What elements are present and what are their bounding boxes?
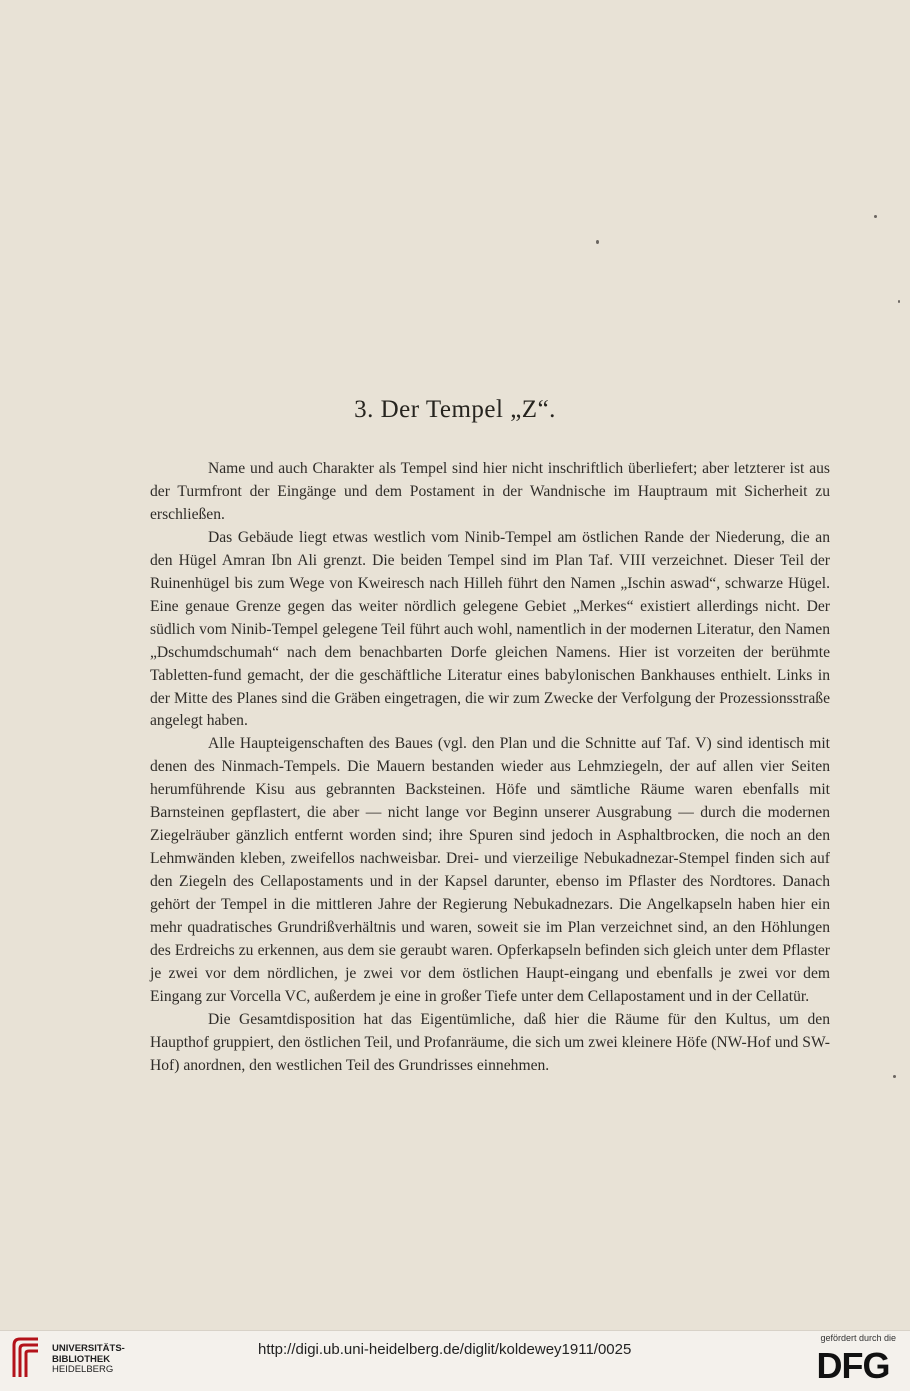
library-name-line: UNIVERSITÄTS- [52, 1343, 125, 1354]
paragraph: Das Gebäude liegt etwas westlich vom Ninib-Tempel am östlichen Rande der Niederung, die an den Hügel Amran Ibn Ali grenzt. Die beiden Tempel sind im Plan Taf. VIII verzeichnet. Dieser Teil der Ruinenhügel bis zum Wege von Kweiresch nach Hilleh führt den Namen „Ischin aswad“, schwarze Hügel. Eine genaue Grenze gegen das weiter nördlich gelegene Gebiet „Merkes“ existiert allerdings nicht. Der südlich vom Ninib-Tempel gelegene Teil führt auch wohl, namentlich in der modernen Literatur, den Namen „Dschumdschumah“ nach dem benachbarten Dorfe gleichen Namens. Hier ist vorzeiten der berühmte Tabletten-fund gemacht, der die geschäftliche Literatur eines babylonischen Bankhauses enthielt. Links in der Mitte des Planes sind die Gräben eingetragen, die wir zum Zwecke der Verfolgung der Prozessionsstraße angelegt haben. [150, 528, 830, 730]
paragraph: Die Gesamtdisposition hat das Eigentümliche, daß hier die Räume für den Kultus, um den Haupthof gruppiert, den östlichen Teil, und Profanräume, die sich um zwei kleinere Höfe (NW-Hof und SW-Hof) anordnen, den westlichen Teil des Grundrisses einnehmen. [150, 1010, 830, 1074]
scan-speck [898, 300, 900, 303]
scan-speck [893, 1075, 896, 1078]
library-name-line: HEIDELBERG [52, 1364, 114, 1375]
library-name-line: BIBLIOTHEK [52, 1353, 111, 1365]
permalink-url[interactable]: http://digi.ub.uni-heidelberg.de/diglit/koldewey1911/0025 [258, 1341, 632, 1358]
section-heading: 3. Der Tempel „Z“. [354, 396, 556, 423]
funded-by-label: gefördert durch die [820, 1333, 896, 1343]
library-name[interactable] [52, 1344, 125, 1376]
body-text [150, 458, 830, 1078]
paragraph: Alle Haupteigenschaften des Baues (vgl. den Plan und die Schnitte auf Taf. V) sind identisch mit denen des Ninmach-Tempels. Die Mauern bestanden wieder aus Lehmziegeln, der auf allen vier Seiten herumführende Kisu aus gebrannten Backsteinen. Höfe und sämtliche Räume waren ebenfalls mit Barnsteinen gepflastert, die aber — nicht lange vor Beginn unserer Ausgrabung — durch die modernen Ziegelräuber gänzlich entfernt worden sind; ihre Spuren sind jedoch in Asphaltbrocken, die noch an den Lehmwänden kleben, zweifellos nachweisbar. Drei- und vierzeilige Nebukadnezar-Stempel finden sich auf den Ziegeln des Cellapostaments und in der Kapsel darunter, ebenso im Pflaster des Nordtores. Danach gehört der Tempel in die mittleren Jahre der Regierung Nebukadnezars. Die Angelkapseln haben hier ein mehr quadratisches Grundrißverhältnis und waren, soweit sie im Plan verzeichnet sind, an den Höhlungen des Erdreichs zu erkennen, aus dem sie geraubt waren. Opferkapseln befinden sich gleich unter dem Pflaster je zwei vor dem nördlichen, je zwei vor dem östlichen Haupt-eingang und ebenfalls je zwei vor dem Eingang zur Vorcella VC, außerdem je eine in großer Tiefe unter dem Cellapostament und in der Cellatür. [150, 735, 830, 1005]
library-logo-icon[interactable] [10, 1335, 44, 1381]
scan-speck [596, 240, 599, 244]
paragraph: Name und auch Charakter als Tempel sind hier nicht inschriftlich überliefert; aber letzterer ist aus der Turmfront der Eingänge und dem Postament in der Wandnische im Hauptraum mit Sicherheit zu erschließen. [150, 460, 830, 523]
viewer-footer [0, 1330, 910, 1391]
scan-speck [874, 215, 877, 218]
dfg-logo[interactable] [808, 1348, 898, 1382]
dfg-logo-text: DFG [816, 1348, 890, 1382]
